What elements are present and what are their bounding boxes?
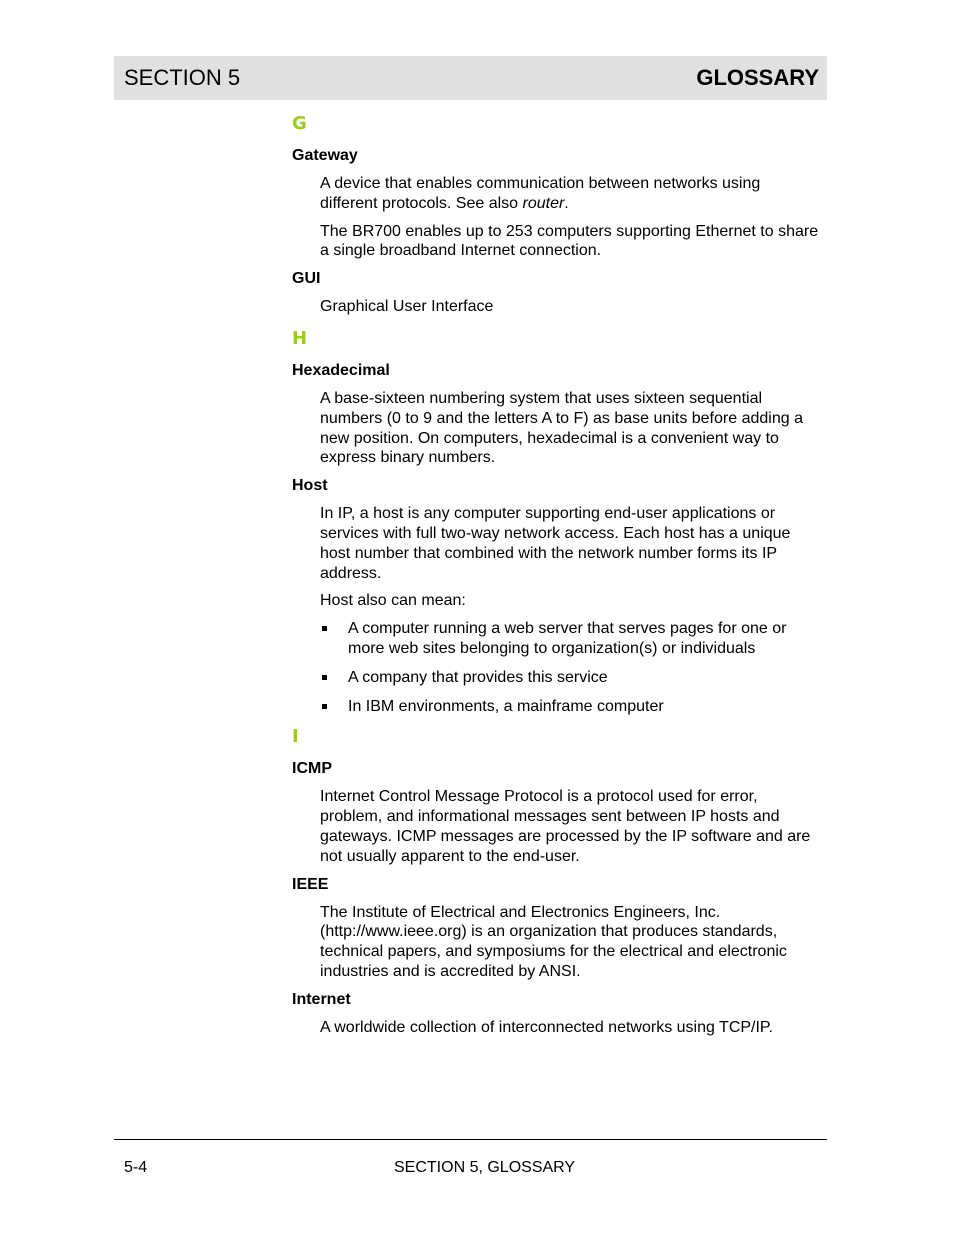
- list-item: A company that provides this service: [320, 668, 822, 688]
- definition-gateway-1: A device that enables communication between networks using different protocols. See also router.: [320, 175, 761, 212]
- letter-heading-i: I: [292, 726, 299, 748]
- letter-heading-g: G: [292, 113, 307, 134]
- header-section: SECTION 5: [124, 65, 241, 90]
- letter-heading-h: H: [292, 327, 308, 349]
- header-title: GLOSSARY: [696, 65, 819, 90]
- definition-host-2: Host also can mean:: [320, 592, 466, 610]
- definition-internet: A worldwide collection of interconnected networks using TCP/IP.: [320, 1018, 773, 1036]
- term-gateway: Gateway: [292, 147, 358, 164]
- router-reference: router: [522, 194, 565, 212]
- definition-icmp: Internet Control Message Protocol is a protocol used for error, problem, and informational messages sent between IP hosts and gateways. ICMP messages are processed by the IP software and are not usually apparent to the end-user.: [320, 788, 811, 865]
- term-internet: Internet: [292, 990, 351, 1008]
- term-ieee: IEEE: [292, 875, 329, 893]
- footer-divider: [114, 1139, 827, 1140]
- definition-hexadecimal: A base-sixteen numbering system that uses sixteen sequential numbers (0 to 9 and the letters A to F) as base units before adding a new position. On computers, hexadecimal is a convenient way to express binary numbers.: [320, 389, 803, 467]
- list-item: A computer running a web server that serves pages for one or more web sites belonging to organization(s) or individuals: [320, 619, 822, 659]
- term-hexadecimal: Hexadecimal: [292, 361, 390, 379]
- definition-ieee: The Institute of Electrical and Electronics Engineers, Inc. (http://www.ieee.org) is an organization that produces standards, technical papers, and symposiums for the electrical and electronic industries and is accredited by ANSI.: [320, 903, 787, 980]
- bullet-icon: [322, 704, 327, 709]
- page-header: [114, 56, 827, 100]
- bullet-icon: [322, 675, 327, 680]
- term-gui: GUI: [292, 270, 321, 288]
- host-meanings-list: [320, 619, 822, 716]
- bullet-icon: [322, 626, 327, 631]
- definition-gateway-2: The BR700 enables up to 253 computers supporting Ethernet to share a single broadband Internet connection.: [320, 222, 819, 260]
- term-host: Host: [292, 477, 328, 495]
- page-number: 5-4: [124, 1159, 148, 1176]
- footer-label: SECTION 5, GLOSSARY: [394, 1159, 576, 1176]
- definition-host-1: In IP, a host is any computer supporting end-user applications or services with full two-way network access. Each host has a unique host number that combined with the network number forms its IP address.: [320, 505, 791, 582]
- list-item: In IBM environments, a mainframe computer: [320, 697, 822, 717]
- term-icmp: ICMP: [292, 760, 332, 778]
- definition-gui: Graphical User Interface: [320, 298, 494, 316]
- glossary-content: [292, 112, 822, 1038]
